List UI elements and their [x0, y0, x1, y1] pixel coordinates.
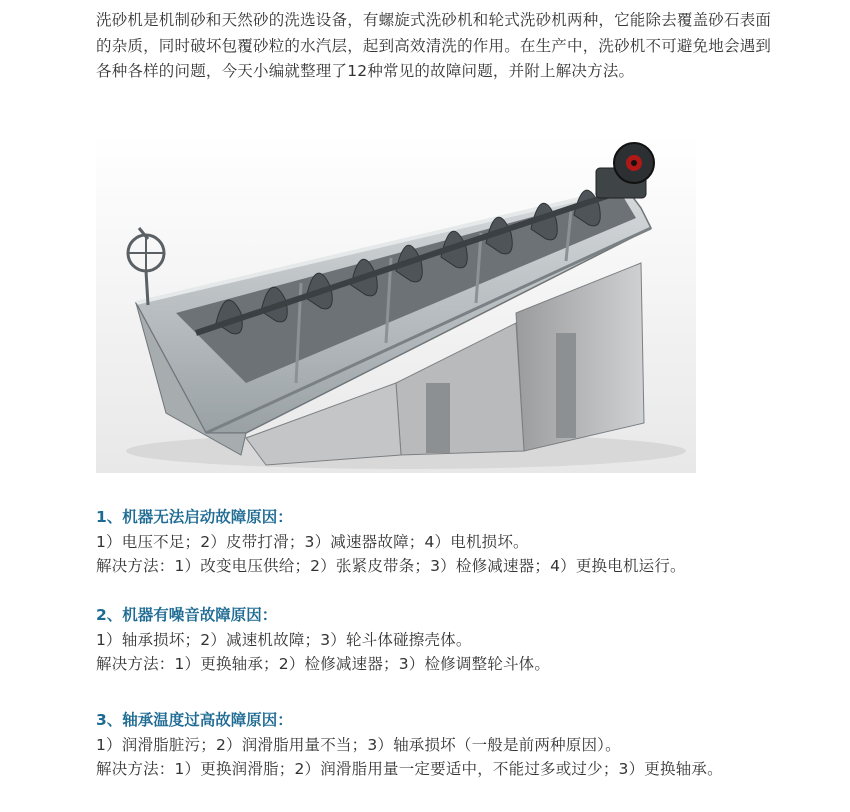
fault-section-2	[96, 603, 796, 676]
fault-causes: 1）轴承损坏；2）减速机故障；3）轮斗体碰擦壳体。	[96, 631, 472, 649]
fault-section-title: 3、轴承温度过高故障原因：	[96, 711, 293, 729]
fault-section-title: 2、机器有噪音故障原因：	[96, 606, 278, 624]
fault-section-1	[96, 505, 796, 578]
fault-solution: 解决方法：1）更换润滑脂；2）润滑脂用量一定要适中，不能过多或过少；3）更换轴承。	[96, 760, 723, 778]
spiral-sand-washer-image	[96, 133, 696, 473]
fault-causes: 1）电压不足；2）皮带打滑；3）减速器故障；4）电机损坏。	[96, 533, 529, 551]
fault-solution: 解决方法：1）更换轴承；2）检修减速器；3）检修调整轮斗体。	[96, 655, 551, 673]
fault-section-3	[96, 708, 796, 781]
fault-causes: 1）润滑脂脏污；2）润滑脂用量不当；3）轴承损坏（一般是前两种原因）。	[96, 736, 621, 754]
fault-section-title: 1、机器无法启动故障原因：	[96, 508, 293, 526]
intro-paragraph: 洗砂机是机制砂和天然砂的洗选设备，有螺旋式洗砂机和轮式洗砂机两种，它能除去覆盖砂石表面的杂质，同时破坏包覆砂粒的水汽层，起到高效清洗的作用。在生产中，洗砂机不可避免地会遇到各种各样的问题，今天小编就整理了12种常见的故障问题，并附上解决方法。	[96, 11, 772, 80]
fault-solution: 解决方法：1）改变电压供给；2）张紧皮带条；3）检修减速器；4）更换电机运行。	[96, 557, 686, 575]
